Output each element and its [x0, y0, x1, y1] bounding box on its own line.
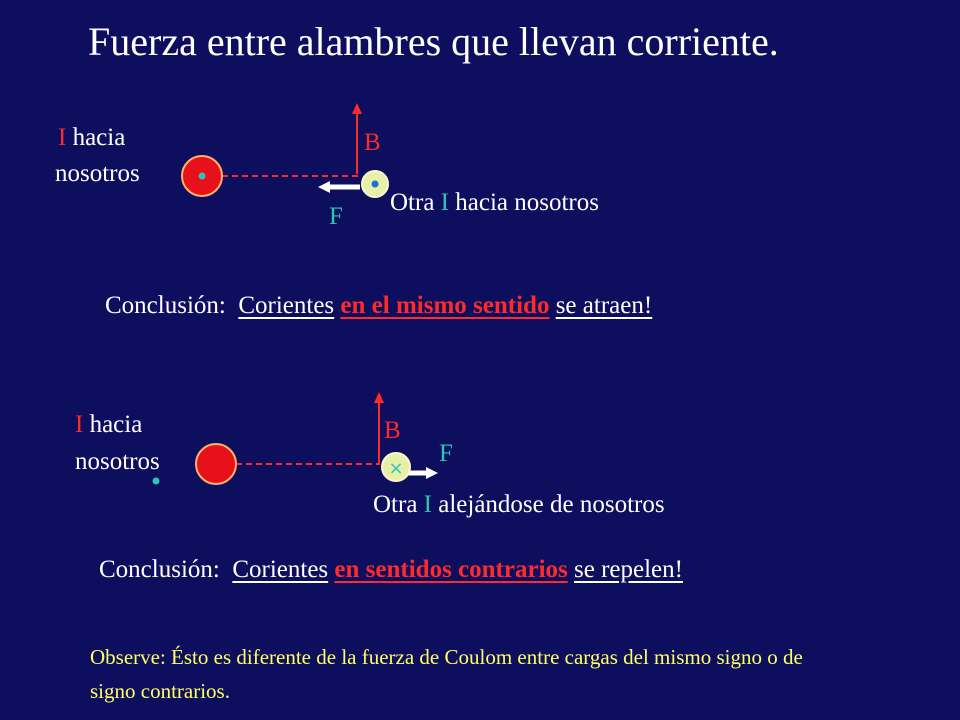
conclusion-1-part1: Corientes — [238, 292, 335, 319]
label-nosotros-1: nosotros — [55, 160, 140, 187]
label-f-2: F — [439, 440, 453, 467]
conclusion-2-part2: se repelen! — [574, 556, 683, 583]
wire-left-1-dot-icon — [199, 173, 206, 180]
wire-right-1-dot-icon — [372, 181, 379, 188]
b-arrowhead-1-icon — [352, 103, 362, 114]
label-i-hacia-1 — [58, 121, 125, 155]
label-f-1: F — [329, 203, 343, 230]
otra-suffix-1: hacia nosotros — [455, 189, 599, 216]
cross-icon: × — [388, 458, 404, 479]
conclusion-2-highlight: en sentidos contrarios — [334, 556, 568, 583]
wire-left-2 — [196, 444, 236, 484]
otra-i-2: I — [423, 491, 432, 518]
label-hacia-1: hacia — [72, 124, 126, 151]
label-nosotros-2: nosotros — [75, 448, 160, 475]
label-b-2: B — [384, 417, 401, 444]
label-b-1: B — [364, 129, 381, 156]
label-hacia-2: hacia — [89, 411, 143, 438]
f-arrowhead-2-icon — [426, 467, 438, 479]
label-current-2: I — [75, 411, 84, 438]
label-i-hacia-2 — [75, 408, 142, 442]
conclusion-1-highlight: en el mismo sentido — [340, 292, 550, 319]
otra-prefix-1: Otra — [390, 189, 435, 216]
observe-note: Observe: Ésto es diferente de la fuerza de Coulom entre cargas del mismo signo o de signo contrarios. — [90, 645, 803, 703]
page-title: Fuerza entre alambres que llevan corriente. — [88, 19, 779, 64]
conclusion-2 — [99, 556, 683, 584]
b-arrowhead-2-icon — [374, 392, 384, 403]
otra-prefix-2: Otra — [373, 491, 418, 518]
otra-i-1: I — [440, 189, 449, 216]
label-current-1: I — [58, 124, 67, 151]
otra-suffix-2: alejándose de nosotros — [438, 491, 665, 518]
f-arrowhead-1-icon — [318, 181, 330, 193]
conclusion-2-label: Conclusión: — [99, 556, 220, 583]
label-otra-1 — [390, 186, 599, 220]
conclusion-1-part2: se atraen! — [555, 292, 653, 319]
conclusion-2-part1: Corientes — [232, 556, 329, 583]
conclusion-1-label: Conclusión: — [105, 292, 226, 319]
conclusion-1 — [105, 292, 652, 320]
label-otra-2 — [373, 488, 665, 522]
